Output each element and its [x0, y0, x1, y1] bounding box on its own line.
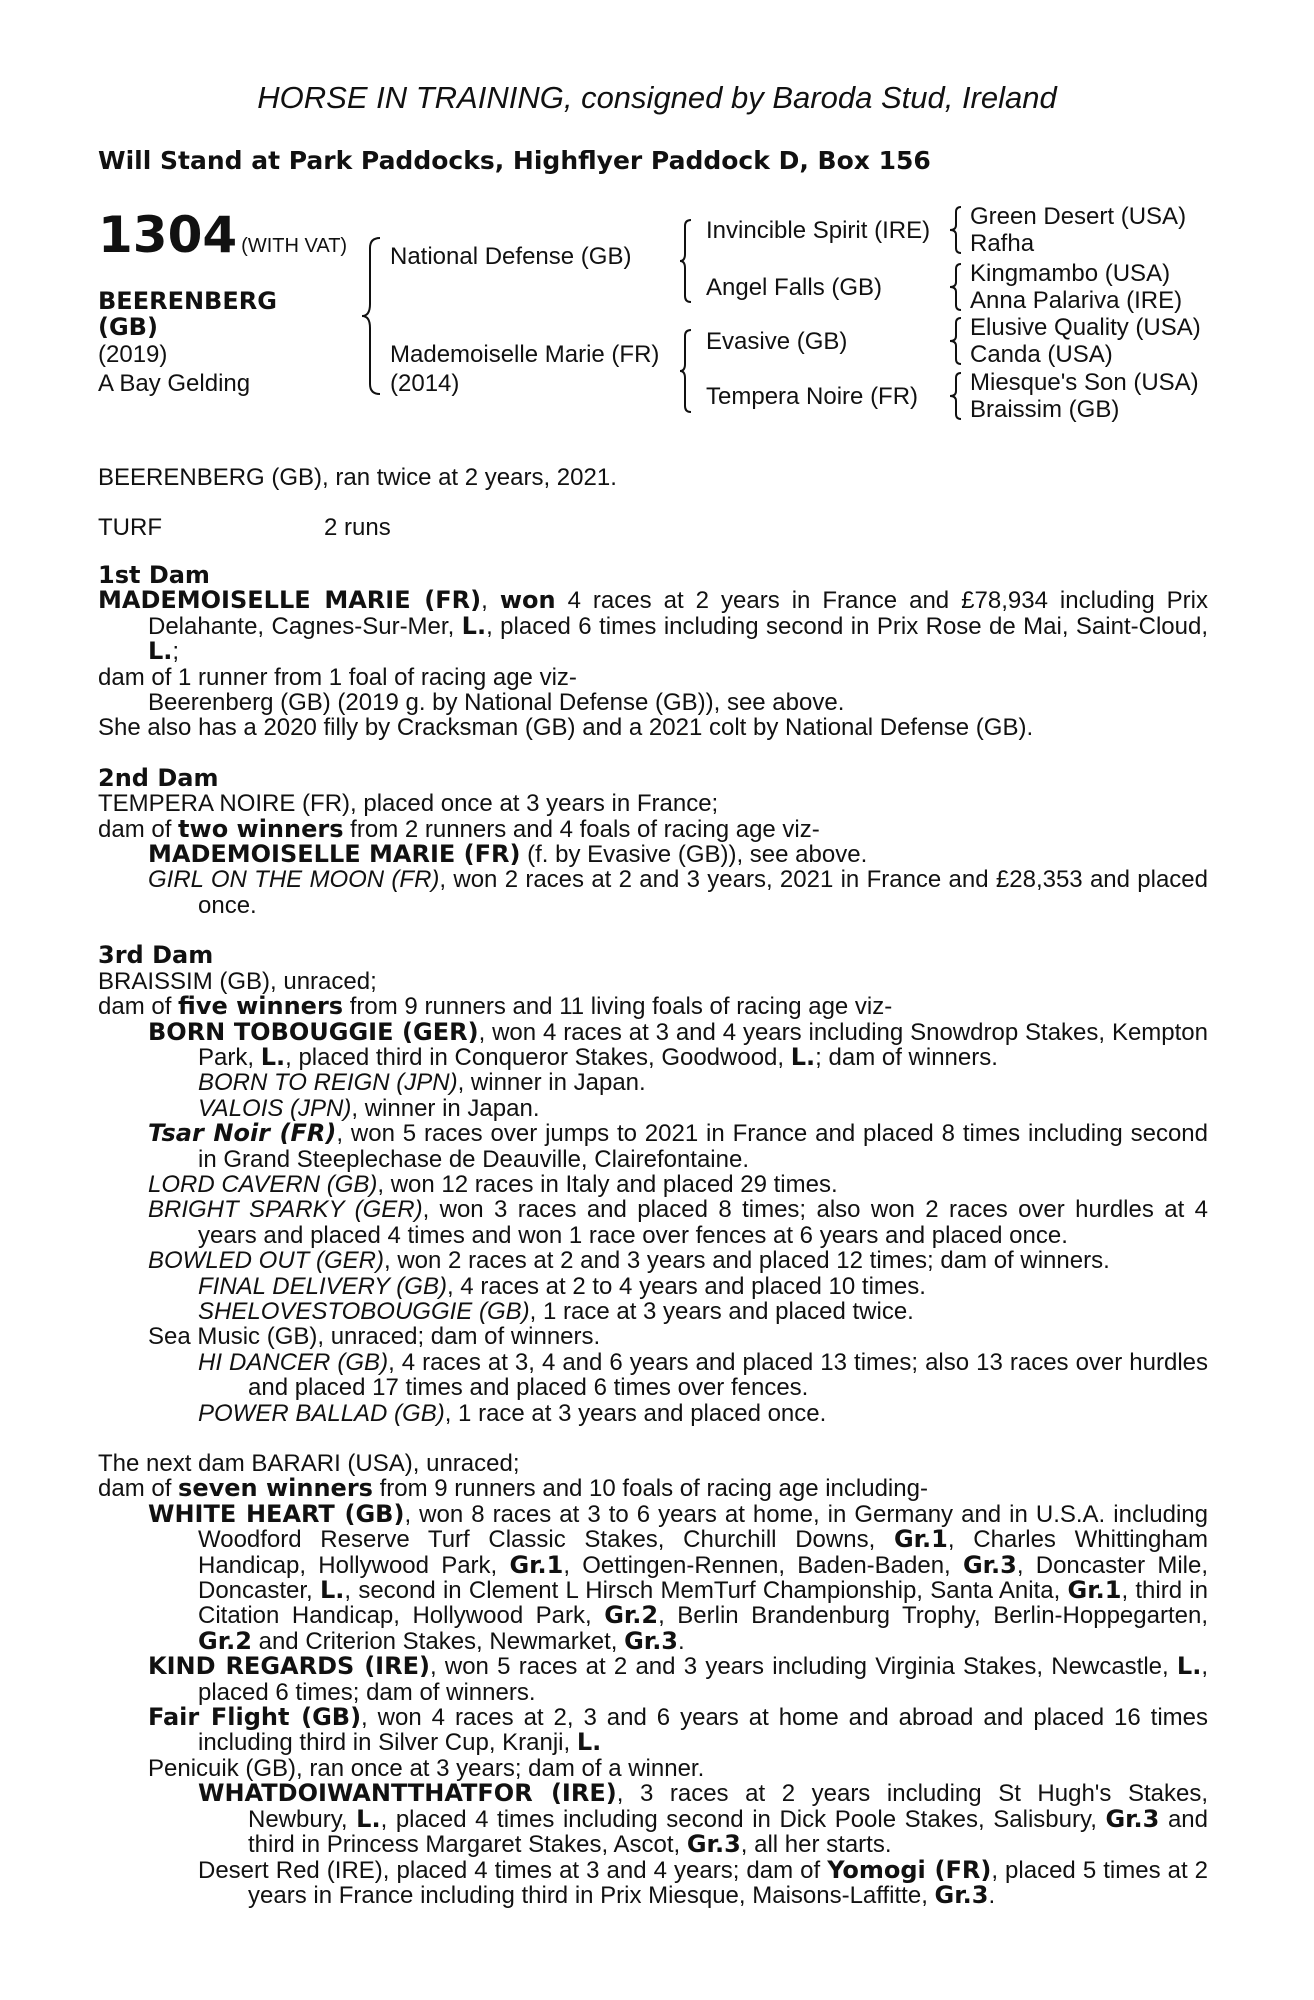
pedigree-ds: Evasive (GB): [706, 328, 848, 355]
text-run: , won 12 races in Italy and placed 29 times.: [377, 1170, 838, 1198]
text-run: , won 2 races at 2 and 3 years, 2021 in France and £28,353 and placed once.: [198, 866, 1209, 919]
pedigree-dsd: Canda (USA): [970, 341, 1113, 368]
third-dam-produce-item: [98, 1401, 1208, 1426]
horse-name-italic: VALOIS (JPN): [198, 1094, 352, 1122]
text-run: , Charles Whittingham Handicap, Hollywood Park,: [198, 1526, 1209, 1579]
pedigree-ddd: Braissim (GB): [970, 396, 1120, 423]
emphasis-text: Gr.3: [624, 1626, 679, 1655]
text-run: from 2 runners and 4 foals of racing age viz-: [343, 815, 820, 843]
next-dam-produce-item: [98, 1499, 1209, 1655]
sire-dam-brace-icon: [360, 236, 384, 396]
brace-2-icon: [948, 262, 964, 312]
pedigree-ssd: Rafha: [970, 230, 1035, 257]
brace-4-icon: [948, 371, 964, 421]
third-dam-produce-item: [98, 1350, 1208, 1401]
emphasis-text: won: [499, 586, 556, 615]
emphasis-text: Gr.2: [198, 1626, 252, 1655]
text-run: , won 5 races at 2 and 3 years including Virginia Stakes, Newcastle,: [429, 1653, 1177, 1681]
turf-label: TURF: [98, 514, 162, 541]
text-run: , 3 races at 2 years including St Hugh's Stakes, Newbury,: [248, 1780, 1209, 1833]
page-title: HORSE IN TRAINING, consigned by Baroda Stud, Ireland: [257, 80, 1057, 115]
horse-country: (GB): [98, 313, 158, 341]
emphasis-text: seven winners: [178, 1474, 373, 1503]
horse-name-italic: BORN TO REIGN (JPN): [198, 1069, 458, 1097]
third-dam-produce-item: [98, 1274, 1208, 1299]
text-run: from 9 runners and 11 living foals of racing age viz-: [343, 993, 893, 1021]
horse-name-italic: FINAL DELIVERY (GB): [198, 1272, 447, 1300]
emphasis-text: WHATDOIWANTTHATFOR (IRE): [198, 1779, 617, 1808]
text-run: ; dam of winners.: [815, 1043, 998, 1071]
pedigree-sdd: Anna Palariva (IRE): [970, 287, 1183, 314]
third-dam-produce-item: [98, 1121, 1208, 1172]
text-run: from 9 runners and 10 foals of racing age including-: [372, 1475, 928, 1503]
third-dam-produce-item: Sea Music (GB), unraced; dam of winners.: [148, 1323, 601, 1351]
emphasis-text: L.: [576, 1728, 602, 1757]
text-run: , winner in Japan.: [457, 1069, 646, 1097]
text-run: , 1 race at 3 years and placed twice.: [529, 1297, 914, 1325]
emphasis-text: Gr.1: [893, 1525, 948, 1554]
emphasis-text: BORN TOBOUGGIE (GER): [148, 1017, 479, 1046]
third-dam-heading: 3rd Dam: [98, 941, 214, 970]
pedigree-dd: Tempera Noire (FR): [706, 383, 919, 410]
text-run: , third in Citation Handicap, Hollywood Park,: [198, 1577, 1208, 1630]
emphasis-text: MADEMOISELLE MARIE (FR): [98, 586, 482, 615]
third-dam-produce-item: [98, 1096, 1208, 1121]
emphasis-text: Yomogi (FR): [827, 1855, 992, 1884]
second-dam-produce-item: [98, 867, 1208, 918]
emphasis-text: Gr.1: [509, 1550, 564, 1579]
text-run: , won 5 races over jumps to 2021 in France and placed 8 times including second in Grand Steeplechase de Deauville, Clairefontaine.: [198, 1120, 1208, 1173]
emphasis-text: L.: [319, 1576, 345, 1605]
third-dam-produce-item: [98, 1248, 1208, 1273]
emphasis-text: Gr.3: [934, 1880, 989, 1909]
next-dam-produce-item: Penicuik (GB), ran once at 3 years; dam of a winner.: [148, 1754, 705, 1782]
first-dam-produce-intro: dam of 1 runner from 1 foal of racing age viz-: [98, 663, 577, 691]
family-details: [98, 563, 1208, 1908]
emphasis-text: KIND REGARDS (IRE): [148, 1652, 430, 1681]
next-dam-line: The next dam BARARI (USA), unraced;: [98, 1450, 520, 1477]
race-record-summary: BEERENBERG (GB), ran twice at 2 years, 2021.: [98, 464, 617, 491]
pedigree-ss: Invincible Spirit (IRE): [706, 217, 931, 244]
third-dam-produce-item: [98, 1172, 1208, 1197]
text-run: and third in Princess Margaret Stakes, Ascot,: [248, 1805, 1208, 1859]
text-run: dam of: [98, 815, 179, 843]
text-run: , Berlin Brandenburg Trophy, Berlin-Hoppegarten,: [658, 1602, 1208, 1630]
second-dam-heading: 2nd Dam: [98, 763, 219, 792]
text-run: , second in Clement L Hirsch MemTurf Championship, Santa Anita,: [344, 1577, 1068, 1605]
emphasis-text: Gr.3: [1105, 1804, 1160, 1833]
text-run: , 1 race at 3 years and placed once.: [444, 1399, 827, 1427]
third-dam-produce-item: [98, 1197, 1208, 1248]
horse-name: [98, 288, 277, 340]
brace-3-icon: [948, 316, 964, 366]
first-dam-produce-item: Beerenberg (GB) (2019 g. by National Defense (GB)), see above.: [148, 689, 845, 717]
stand-location: Will Stand at Park Paddocks, Highflyer Paddock D, Box 156: [98, 146, 931, 175]
third-dam-produce-item: [98, 1017, 1208, 1071]
text-run: ;: [172, 638, 180, 666]
second-dam-produce-intro: [98, 814, 1208, 843]
pedigree-sire: National Defense (GB): [390, 243, 632, 270]
first-dam-note: She also has a 2020 filly by Cracksman (GB) and a 2021 colt by National Defense (GB).: [98, 714, 1034, 742]
emphasis-text: Gr.1: [1067, 1576, 1122, 1605]
pedigree-dam-year: (2014): [390, 370, 460, 397]
emphasis-text: Gr.2: [604, 1601, 659, 1630]
first-dam-heading: 1st Dam: [98, 561, 210, 589]
text-run: , placed 4 times including second in Dick Poole Stakes, Salisbury,: [380, 1805, 1106, 1833]
emphasis-text: MADEMOISELLE MARIE (FR): [148, 840, 521, 869]
next-dam-produce-item: [98, 1654, 1208, 1705]
text-run: , won 8 races at 3 to 6 years at home, in Germany and in U.S.A. including Woodford Reserve Turf Classic Stakes, Churchill Downs,: [198, 1500, 1208, 1554]
text-run: , won 4 races at 2, 3 and 6 years at home and abroad and placed 16 times including third in Silver Cup, Kranji,: [198, 1704, 1208, 1757]
emphasis-text: Tsar Noir (FR): [148, 1119, 337, 1148]
text-run: , winner in Japan.: [351, 1094, 540, 1122]
text-run: , all her starts.: [740, 1831, 892, 1859]
pedigree-dss: Elusive Quality (USA): [970, 314, 1201, 341]
pedigree-sds: Kingmambo (USA): [970, 260, 1171, 287]
horse-name-italic: SHELOVESTOBOUGGIE (GB): [198, 1297, 530, 1325]
next-dam-produce-item: [98, 1855, 1209, 1909]
emphasis-text: Fair Flight (GB): [148, 1703, 362, 1732]
text-run: , placed 6 times; dam of winners.: [198, 1653, 1209, 1706]
horse-name-text: BEERENBERG: [98, 287, 277, 315]
third-dam-line: BRAISSIM (GB), unraced;: [98, 967, 377, 995]
third-dam-produce-item: [98, 1299, 1208, 1324]
emphasis-text: L.: [790, 1042, 816, 1071]
text-run: , placed 5 times at 2 years in France including third in Prix Miesque, Maisons-Laffitte,: [248, 1856, 1209, 1909]
horse-name-italic: LORD CAVERN (GB): [148, 1170, 378, 1198]
emphasis-text: L.: [148, 637, 173, 666]
vat-label: (WITH VAT): [241, 235, 348, 257]
text-run: and Criterion Stakes, Newmarket,: [251, 1627, 625, 1655]
third-dam-produce-item: [98, 1070, 1208, 1095]
text-run: 4 races at 2 years in France and £78,934 including Prix Delahante, Cagnes-Sur-Mer,: [148, 587, 1209, 640]
horse-name-italic: POWER BALLAD (GB): [198, 1399, 445, 1427]
pedigree-sss: Green Desert (USA): [970, 203, 1187, 230]
text-run: Desert Red (IRE), placed 4 times at 3 and 4 years; dam of: [198, 1856, 828, 1884]
next-dam-produce-item: [98, 1705, 1208, 1756]
horse-name-italic: GIRL ON THE MOON (FR): [148, 866, 440, 894]
emphasis-text: five winners: [178, 992, 344, 1021]
text-run: , Doncaster Mile, Doncaster,: [198, 1551, 1209, 1605]
dam-line-brace-icon: [678, 328, 694, 414]
emphasis-text: L.: [1176, 1652, 1202, 1681]
horse-description: A Bay Gelding: [98, 370, 251, 397]
pedigree-sd: Angel Falls (GB): [706, 274, 883, 301]
text-run: ,: [481, 587, 500, 615]
emphasis-text: L.: [260, 1042, 286, 1071]
sire-line-brace-icon: [678, 218, 694, 304]
emphasis-text: Gr.3: [686, 1830, 741, 1859]
pedigree-dam: Mademoiselle Marie (FR): [390, 341, 660, 368]
text-run: .: [678, 1627, 685, 1655]
horse-name-italic: BOWLED OUT (GER): [148, 1247, 385, 1275]
text-run: , 4 races at 3, 4 and 6 years and placed 13 times; also 13 races over hurdles and placed 17 times and placed 6 times over fences.: [248, 1348, 1208, 1402]
text-run: dam of: [98, 1475, 179, 1503]
text-run: , 4 races at 2 to 4 years and placed 10 times.: [446, 1272, 926, 1300]
emphasis-text: WHITE HEART (GB): [148, 1499, 405, 1528]
next-dam-produce-item: [98, 1781, 1208, 1857]
lot-number: 1304: [98, 206, 238, 264]
horse-name-italic: BRIGHT SPARKY (GER): [148, 1196, 423, 1224]
text-run: , won 3 races and placed 8 times; also won 2 races over hurdles at 4 years and placed 4 times and won 1 race over fences at 6 years and placed once.: [198, 1196, 1208, 1249]
text-run: , Oettingen-Rennen, Baden-Baden,: [563, 1551, 963, 1579]
second-dam-line: TEMPERA NOIRE (FR), placed once at 3 years in France;: [98, 790, 719, 818]
next-dam-produce-intro: [98, 1476, 1208, 1501]
emphasis-text: two winners: [178, 814, 344, 843]
first-dam-line: [98, 588, 1208, 664]
text-run: .: [988, 1881, 996, 1909]
emphasis-text: L.: [461, 611, 487, 640]
brace-1-icon: [948, 205, 964, 255]
pedigree-dds: Miesque's Son (USA): [970, 369, 1199, 396]
text-run: , won 2 races at 2 and 3 years and placed 12 times; dam of winners.: [384, 1247, 1110, 1275]
lot-block: [98, 206, 347, 264]
horse-year: (2019): [98, 341, 168, 368]
text-run: , placed 6 times including second in Prix Rose de Mai, Saint-Cloud,: [486, 612, 1208, 640]
horse-name-italic: HI DANCER (GB): [198, 1348, 389, 1376]
text-run: , placed third in Conqueror Stakes, Goodwood,: [285, 1043, 791, 1071]
text-run: , won 4 races at 3 and 4 years including Snowdrop Stakes, Kempton Park,: [198, 1018, 1208, 1071]
emphasis-text: Gr.3: [962, 1550, 1017, 1579]
turf-value: 2 runs: [324, 514, 391, 541]
text-run: dam of: [98, 993, 179, 1021]
third-dam-produce-intro: [98, 994, 1208, 1019]
text-run: (f. by Evasive (GB)), see above.: [520, 841, 868, 869]
emphasis-text: L.: [356, 1804, 381, 1833]
second-dam-produce-item: [98, 842, 1208, 867]
